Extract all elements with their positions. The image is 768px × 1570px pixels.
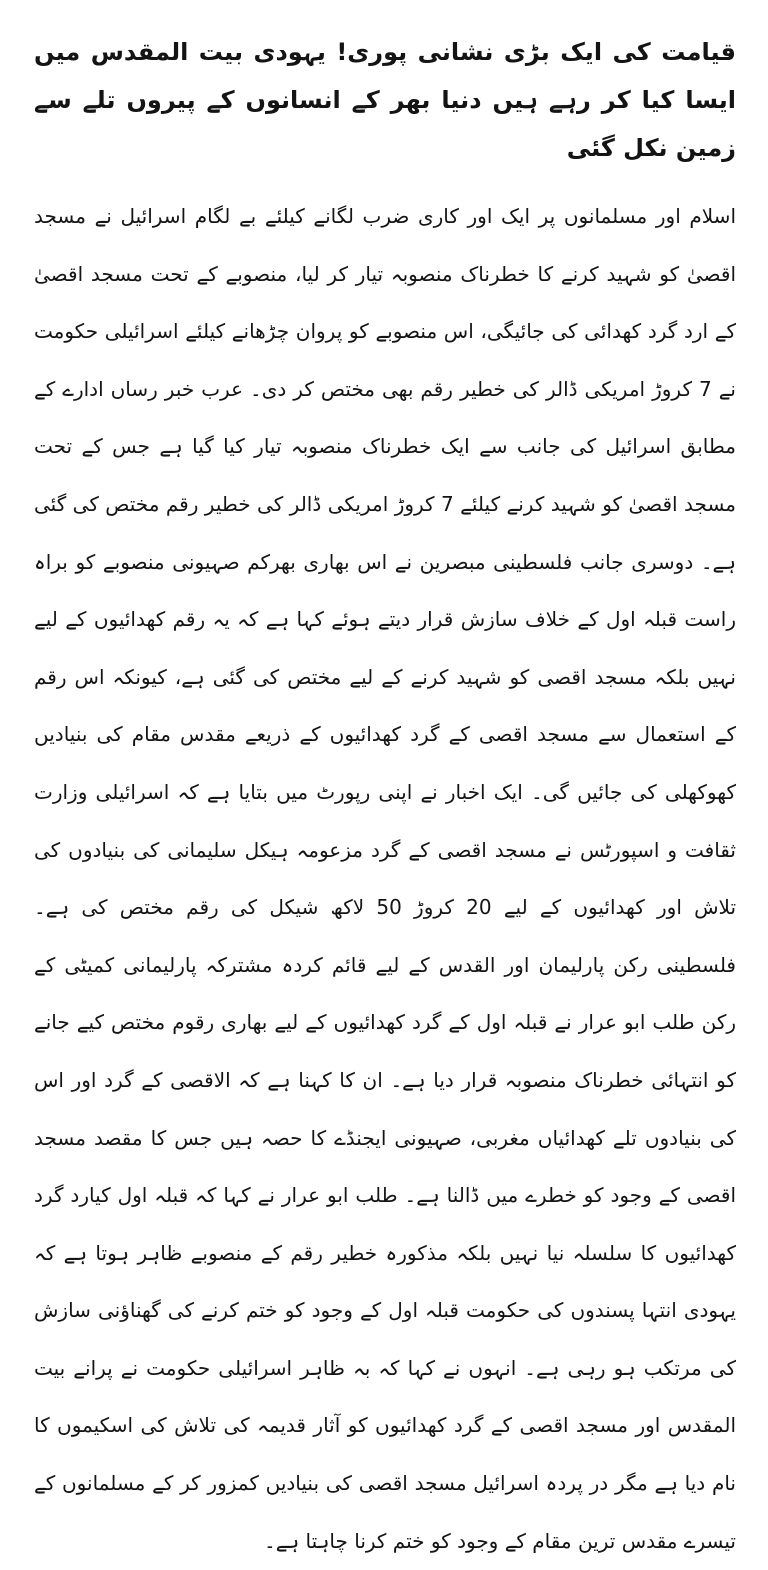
article-body: اسلام اور مسلمانوں پر ایک اور کاری ضرب لگانے کیلئے بے لگام اسرائیل نے مسجد اقصیٰ کو شہید کرنے کا خطرناک منصوبہ تیار کر لیا، منصوبے کے تحت مسجد اقصیٰ کے ارد گرد کھدائی کی جائیگی، اس منصوبے کو پروان چڑھانے کیلئے اسرائیلی حکومت نے 7 کروڑ امریکی ڈالر کی خطیر رقم بھی مختص کر دی۔ عرب خبر رساں ادارے کے مطابق اسرائیل کی جانب سے ایک خطرناک منصوبہ تیار کیا گیا ہے جس کے تحت مسجد اقصیٰ کو شہید کرنے کیلئے 7 کروڑ امریکی ڈالر کی خطیر رقم مختص کی گئی ہے۔ دوسری جانب فلسطینی مبصرین نے اس بھاری بھرکم صہیونی منصوبے کو براہ راست قبلہ اول کے خلاف سازش قرار دیتے ہوئے کہا ہے کہ یہ رقم کھدائیوں کے لیے نہیں بلکہ مسجد اقصی کو شہید کرنے کے لیے مختص کی گئی ہے، کیونکہ اس رقم کے استعمال سے مسجد اقصی کے گرد کھدائیوں کے ذریعے مقدس مقام کی بنیادیں کھوکھلی کی جائیں گی۔ ایک اخبار نے اپنی رپورٹ میں بتایا ہے کہ اسرائیلی وزارت ثقافت و اسپورٹس نے مسجد اقصی کے گرد مزعومہ ہیکل سلیمانی کی بنیادوں کی تلاش اور کھدائیوں کے لیے 20 کروڑ 50 لاکھ شیکل کی رقم مختص کی ہے۔ فلسطینی رکن پارلیمان اور القدس کے لیے قائم کردہ مشترکہ پارلیمانی کمیٹی کے رکن طلب ابو عرار نے قبلہ اول کے گرد کھدائیوں کے لیے بھاری رقوم مختص کیے جانے کو انتہائی خطرناک منصوبہ قرار دیا ہے۔ ان کا کہنا ہے کہ الاقصی کے گرد اور اس کی بنیادوں تلے کھدائیاں مغربی، صہیونی ایجنڈے کا حصہ ہیں جس کا مقصد مسجد اقصی کے وجود کو خطرے میں ڈالنا ہے۔ طلب ابو عرار نے کہا کہ قبلہ اول کیارد گرد کھدائیوں کا سلسلہ نیا نہیں بلکہ مذکورہ خطیر رقم کے منصوبے ظاہر ہوتا ہے کہ یہودی انتہا پسندوں کی حکومت قبلہ اول کے وجود کو ختم کرنے کی گھناؤنی سازش کی مرتکب ہو رہی ہے۔ انہوں نے کہا کہ بہ ظاہر اسرائیلی حکومت نے پرانے بیت المقدس اور مسجد اقصی کے گرد کھدائیوں کو آثار قدیمہ کی تلاش کی اسکیموں کا نام دیا ہے مگر در پردہ اسرائیل مسجد اقصی کی بنیادیں کمزور کر کے مسلمانوں کے تیسرے مقدس ترین مقام کے وجود کو ختم کرنا چاہتا ہے۔ [34,204,737,1553]
article [34,0,736,1570]
article-headline: قیامت کی ایک بڑی نشانی پوری! یہودی بیت المقدس میں ایسا کیا کر رہے ہیں دنیا بھر کے انسانوں کے پیروں تلے سے زمین نکل گئی [34,38,736,162]
